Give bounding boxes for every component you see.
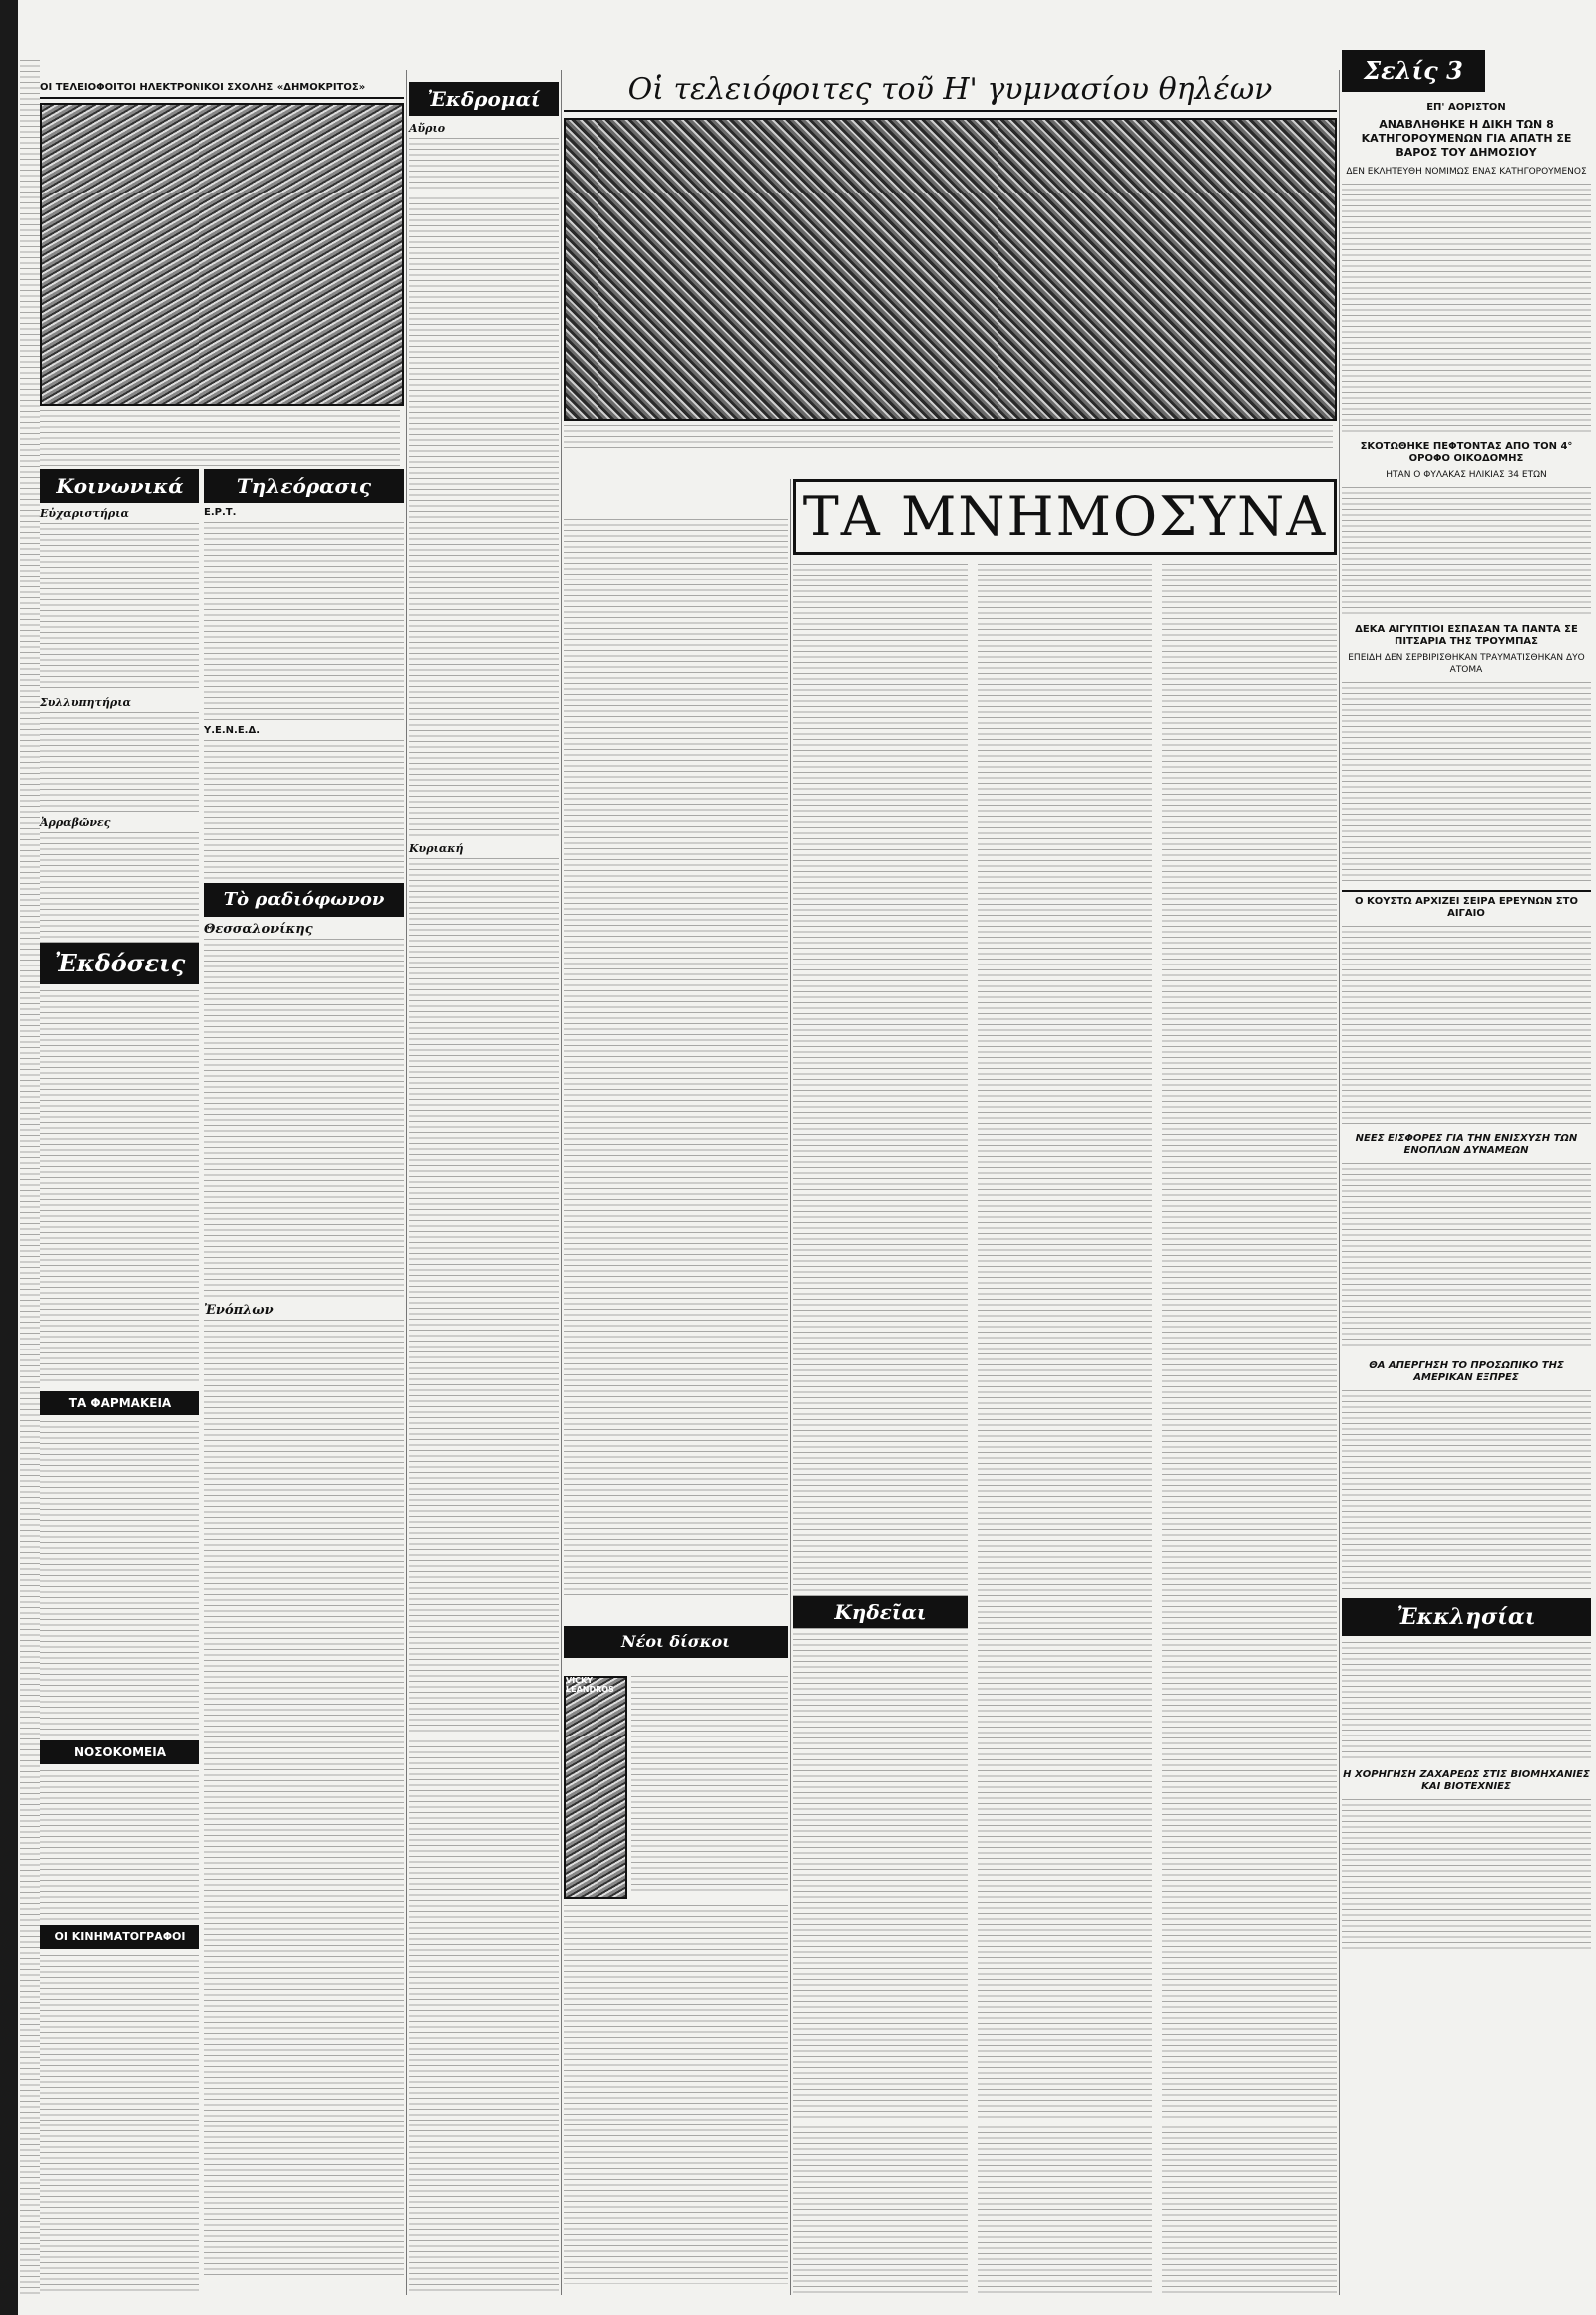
- feature-photo: [564, 118, 1337, 421]
- social-births: Εὐχαριστήρια: [40, 507, 129, 520]
- hospitals-header: ΝΟΣΟΚΟΜΕΙΑ: [40, 1740, 200, 1764]
- television-header: Τηλεόρασις: [204, 469, 404, 503]
- vicky-leandros-caption: VICKY LEANDROS: [566, 1676, 614, 1694]
- cinemas-header: ΟΙ ΚΙΝΗΜΑΤΟΓΡΑΦΟΙ: [40, 1925, 200, 1949]
- column-rule: [790, 479, 791, 2295]
- story3-subhead: ΕΠΕΙΔΗ ΔΕΝ ΣΕΡΒΙΡΙΣΘΗΚΑΝ ΤΡΑΥΜΑΤΙΣΘΗΚΑΝ ΔΥΟ ΑΤΟΜΑ: [1348, 653, 1585, 675]
- funerals-section: [793, 1596, 968, 1626]
- hospitals-section: [40, 1740, 200, 1920]
- excursions-section: [409, 82, 559, 2296]
- excursions-sunday: Κυριακή: [409, 842, 464, 855]
- radio-army-head: Ἐνόπλων: [204, 1303, 274, 1318]
- middle-news-column: [564, 479, 788, 2294]
- excursions-header: Ἐκδρομαί: [409, 82, 559, 116]
- column-rule: [406, 70, 407, 2295]
- story5-headline: ΝΕΕΣ ΕΙΣΦΟΡΕΣ ΓΙΑ ΤΗΝ ΕΝΙΣΧΥΣΗ ΤΩΝ ΕΝΟΠΛΩΝ ΔΥΝΑΜΕΩΝ: [1355, 1133, 1578, 1156]
- top-left-headline: ΟΙ ΤΕΛΕΙΟΦΟΙΤΟΙ ΗΛΕΚΤΡΟΝΙΚΟΙ ΣΧΟΛΗΣ «ΔΗΜΟΚΡΙΤΟΣ»: [40, 82, 404, 99]
- feature-story: [564, 70, 1337, 469]
- radio-thessaloniki-head: Θεσσαλονίκης: [204, 922, 313, 937]
- page-binding: [0, 0, 18, 2315]
- story3-headline: ΔΕΚΑ ΑΙΓΥΠΤΙΟΙ ΕΣΠΑΣΑΝ ΤΑ ΠΑΝΤΑ ΣΕ ΠΙΤΣΑΡΙΑ ΤΗΣ ΤΡΟΥΜΠΑΣ: [1355, 624, 1578, 647]
- excursions-tomorrow: Αὔριο: [409, 122, 446, 135]
- churches-header: Ἐκκλησίαι: [1342, 1598, 1591, 1636]
- column-rule: [561, 70, 562, 2295]
- masthead: Σελίς 3: [1342, 50, 1485, 92]
- right-column: [1342, 50, 1591, 2299]
- graduates-photo: [40, 103, 404, 406]
- feature-headline: Οἱ τελειόφοιτες τοῦ Η' γυμνασίου θηλέων: [564, 70, 1337, 112]
- left-edge-column: [20, 60, 40, 2294]
- pharmacies-header: ΤΑ ΦΑΡΜΑΚΕΙΑ: [40, 1391, 200, 1415]
- social-sympathy: Συλλυπητήρια: [40, 696, 132, 709]
- radio-header: Τὸ ραδιόφωνον: [204, 883, 404, 917]
- social-section: [40, 469, 200, 938]
- story2-subhead: ΗΤΑΝ Ο ΦΥΛΑΚΑΣ ΗΛΙΚΙΑΣ 34 ΕΤΩΝ: [1386, 470, 1547, 480]
- tv-yened-head: Υ.Ε.Ν.Ε.Δ.: [204, 725, 261, 736]
- vicky-leandros-photo: [564, 1676, 627, 1899]
- story7-headline: Η ΧΟΡΗΓΗΣΗ ΖΑΧΑΡΕΩΣ ΣΤΙΣ ΒΙΟΜΗΧΑΝΙΕΣ ΚΑΙ ΒΙΟΤΕΧΝΙΕΣ: [1343, 1769, 1590, 1792]
- top-left-caption: [40, 410, 400, 470]
- right-headline: ΑΝΑΒΛΗΘΗΚΕ Η ΔΙΚΗ ΤΩΝ 8 ΚΑΤΗΓΟΡΟΥΜΕΝΩΝ ΓΙΑ ΑΠΑΤΗ ΣΕ ΒΑΡΟΣ ΤΟΥ ΔΗΜΟΣΙΟΥ: [1361, 118, 1572, 159]
- new-discs-box: [564, 1626, 788, 1656]
- right-subhead: ΔΕΝ ΕΚΛΗΤΕΥΘΗ ΝΟΜΙΜΩΣ ΕΝΑΣ ΚΑΤΗΓΟΡΟΥΜΕΝΟΣ: [1346, 167, 1587, 177]
- social-header: Κοινωνικά: [40, 469, 200, 503]
- new-discs-header: Νέοι δίσκοι: [564, 1626, 788, 1658]
- pharmacies-section: [40, 1391, 200, 1736]
- story6-headline: ΘΑ ΑΠΕΡΓΗΣΗ ΤΟ ΠΡΟΣΩΠΙΚΟ ΤΗΣ ΑΜΕΡΙΚΑΝ ΕΞΠΡΕΣ: [1369, 1360, 1564, 1383]
- social-weddings: Ἀρραβῶνες: [40, 816, 111, 829]
- column-rule: [1339, 70, 1340, 2295]
- top-left-story: [40, 82, 404, 461]
- tv-ert-head: Ε.Ρ.Τ.: [204, 507, 237, 518]
- publications-section: [40, 943, 200, 1381]
- story2-headline: ΣΚΟΤΩΘΗΚΕ ΠΕΦΤΟΝΤΑΣ ΑΠΟ ΤΟΝ 4° ΟΡΟΦΟ ΟΙΚΟΔΟΜΗΣ: [1360, 441, 1573, 464]
- television-section: [204, 469, 404, 878]
- memorials-section: [793, 479, 1337, 2294]
- feature-caption: [564, 425, 1333, 451]
- memorials-headline: ΤΑ ΜΝΗΜΟΣΥΝΑ: [793, 479, 1337, 555]
- story4-headline: Ο ΚΟΥΣΤΩ ΑΡΧΙΖΕΙ ΣΕΙΡΑ ΕΡΕΥΝΩΝ ΣΤΟ ΑΙΓΑΙΟ: [1342, 890, 1591, 920]
- cinemas-section: [40, 1925, 200, 2294]
- funerals-header: Κηδεῖαι: [793, 1596, 968, 1628]
- right-kicker: ΕΠ' ΑΟΡΙΣΤΟΝ: [1426, 102, 1506, 113]
- radio-section: [204, 883, 404, 2294]
- publications-header: Ἐκδόσεις: [40, 943, 200, 984]
